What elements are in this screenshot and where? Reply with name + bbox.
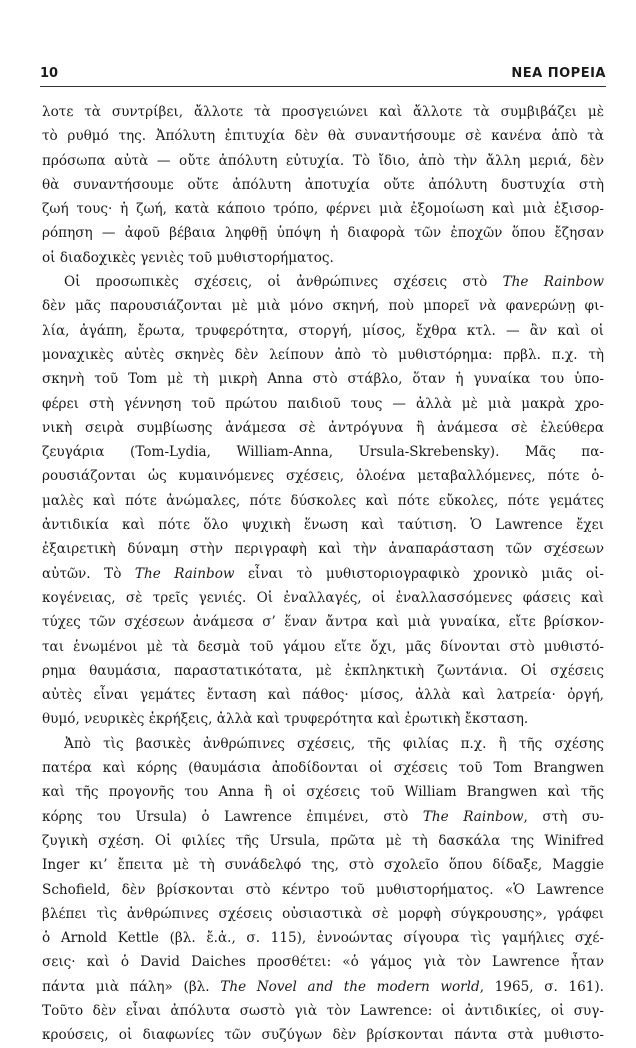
text-line: λοτε τὰ συντρίβει, ἄλλοτε τὰ προσγειώνει καὶ ἄλλοτε τὰ συμβιβάζει μὲ bbox=[42, 104, 604, 120]
text-line: Τοῦτο δὲν εἶναι ἀπόλυτα σωστὸ γιὰ τὸν Lawrence: οἱ ἀντιδικίες, οἱ συγ- bbox=[42, 1002, 604, 1019]
text-line: δὲν μᾶς παρουσιάζονται μὲ μιὰ μόνο σκηνή, ποὺ μπορεῖ νὰ φανερώνῃ φι- bbox=[42, 298, 604, 315]
text-line: Inger κι’ ἔπειτα μὲ τὴ συνάδελφό της, στὸ σχολεῖο ὅπου δίδαξε, Maggie bbox=[42, 857, 604, 874]
text-line: ὁ Arnold Kettle (βλ. ἔ.ἀ., σ. 115), ἐννοώντας σίγουρα τὶς γαμήλιες σχέ- bbox=[42, 930, 604, 947]
text-line: καὶ τῆς προγονῆς του Anna ἢ οἱ σχέσεις τοῦ William Brangwen καὶ τῆς bbox=[42, 784, 604, 801]
text-line: ζυγικὴ σχέση. Οἱ φιλίες τῆς Ursula, πρῶτα μὲ τὴ δασκάλα της Winifred bbox=[42, 832, 604, 849]
text-line: ται ἑνωμένοι μὲ τὰ δεσμὰ τοῦ γάμου εἴτε ὄχι, μᾶς δίνονται στὸ μυθιστό- bbox=[42, 638, 604, 655]
text-line: ἐξαιρετικὴ δύναμη στὴν περιγραφὴ καὶ τὴν ἀναπαράσταση τῶν σχέσεων bbox=[42, 541, 604, 558]
text-line: ζωή τους· ἡ ζωή, κατὰ κάποιο τρόπο, φέρνει μιὰ ἐξομοίωση καὶ μιὰ ἐξισορ- bbox=[42, 201, 604, 218]
text-line: πατέρα καὶ κόρης (θαυμάσια ἀποδίδονται οἱ σχέσεις τοῦ Tom Brangwen bbox=[42, 760, 604, 777]
text-line: πάντα μιὰ πάλη» (βλ. The Novel and the modern world, 1965, σ. 161). bbox=[42, 978, 604, 995]
page-header bbox=[40, 64, 606, 87]
text-line: ρημα θαυμάσια, παραστατικότατα, μὲ ἐκπληκτικὴ ζωντάνια. Οἱ σχέσεις bbox=[42, 662, 604, 679]
text-line: Ἀπὸ τὶς βασικὲς ἀνθρώπινες σχέσεις, τῆς φιλίας π.χ. ἢ τῆς σχέσης bbox=[64, 735, 604, 752]
text-line: τὸ ρυθμό της. Ἀπόλυτη ἐπιτυχία δὲν θὰ συναντήσουμε σὲ κανένα ἀπὸ τὰ bbox=[42, 128, 604, 145]
text-line: λία, ἀγάπη, ἔρωτα, τρυφερότητα, στοργή, μίσος, ἔχθρα κτλ. — ἂν καὶ οἱ bbox=[42, 322, 604, 339]
text-line: οἱ διαδοχικὲς γενιὲς τοῦ μυθιστορήματος. bbox=[42, 249, 334, 266]
text-line: βλέπει τὶς ἀνθρώπινες σχέσεις οὐσιαστικὰ σὲ μορφὴ σύγκρουσης», γράφει bbox=[42, 905, 604, 922]
text-line: κόρης του Ursula) ὁ Lawrence ἐπιμένει, στὸ The Rainbow, στὴ συ- bbox=[42, 808, 604, 825]
text-line: θυμό, νευρικὲς ἐκρήξεις, ἀλλὰ καὶ τρυφερότητα καὶ ἐρωτικὴ ἔκσταση. bbox=[42, 711, 529, 728]
page-number: 10 bbox=[40, 66, 59, 81]
text-line: πρόσωπα αὐτὰ — οὔτε ἀπόλυτη εὐτυχία. Τὸ ἴδιο, ἀπὸ τὴν ἄλλη μεριά, δὲν bbox=[42, 152, 604, 169]
text-line: μαλὲς καὶ πότε ἀνώμαλες, πότε δύσκολες καὶ πότε εὔκολες, πότε γεμάτες bbox=[42, 492, 604, 509]
text-line: τύχες τῶν σχέσεων ἀνάμεσα σ’ ἕναν ἄντρα καὶ μιὰ γυναίκα, εἴτε βρίσκον- bbox=[42, 614, 604, 631]
text-line: κρούσεις, οἱ διαφωνίες τῶν συζύγων δὲν βρίσκονται πάντα στὰ μυθιστο- bbox=[42, 1027, 604, 1044]
running-head: ΝΕΑ ΠΟΡΕΙΑ bbox=[511, 66, 606, 81]
text-line: θὰ συναντήσουμε οὔτε ἀπόλυτη ἀποτυχία οὔτε ἀπόλυτη δυστυχία στὴ bbox=[42, 176, 604, 193]
text-line: Schofield, δὲν βρίσκονται στὸ κέντρο τοῦ μυθιστορήματος. «Ὁ Lawrence bbox=[42, 881, 604, 898]
text-line: ρόπηση — ἀφοῦ βέβαια ληφθῇ ὑπόψη ἡ διαφορὰ τῶν ἐποχῶν ὅπου ἔζησαν bbox=[42, 225, 604, 242]
text-line: σκηνὴ τοῦ Tom μὲ τὴ μικρὴ Anna στὸ στάβλο, ὅταν ἡ γυναίκα του ὑπο- bbox=[42, 371, 604, 388]
text-line: ρουσιάζονται ὡς κυμαινόμενες σχέσεις, ὁλοένα μεταβαλλόμενες, πότε ὁ- bbox=[42, 468, 604, 485]
text-line: σεις· καὶ ὁ David Daiches προσθέτει: «ὁ γάμος γιὰ τὸν Lawrence ἦταν bbox=[42, 954, 604, 971]
text-line: κογένειας, σὲ τρεῖς γενιές. Οἱ ἐναλλαγές, οἱ ἐναλλασσόμενες φάσεις καὶ bbox=[42, 589, 604, 606]
text-line: φέρει στὴ γέννηση τοῦ πρώτου παιδιοῦ τους — ἀλλὰ μὲ μιὰ μακρὰ χρο- bbox=[42, 395, 604, 412]
body-text bbox=[42, 100, 604, 1048]
text-line: Οἱ προσωπικὲς σχέσεις, οἱ ἀνθρώπινες σχέσεις στὸ The Rainbow bbox=[64, 274, 604, 291]
text-line: μοναχικὲς αὐτὲς σκηνὲς δὲν λείπουν ἀπὸ τὸ μυθιστόρημα: πρβλ. π.χ. τὴ bbox=[42, 346, 604, 363]
text-line: νικὴ σειρὰ συμβίωσης ἀνάμεσα σὲ ἀντρόγυνα ἢ ἀνάμεσα σὲ ἐλεύθερα bbox=[42, 419, 604, 436]
text-line: αὐτῶν. Τὸ The Rainbow εἶναι τὸ μυθιστοριογραφικὸ χρονικὸ μιᾶς οἰ- bbox=[42, 565, 604, 582]
text-line: ἀντιδικία καὶ πότε ὅλο ψυχικὴ ἕνωση καὶ ταύτιση. Ὁ Lawrence ἔχει bbox=[42, 517, 604, 534]
text-line: ζευγάρια (Tom-Lydia, William-Anna, Ursula-Skrebensky). Μᾶς πα- bbox=[42, 444, 604, 461]
text-line: αὐτὲς εἶναι γεμάτες ἔνταση καὶ πάθος· μίσος, ἀλλὰ καὶ λατρεία· ὀργή, bbox=[42, 687, 604, 704]
